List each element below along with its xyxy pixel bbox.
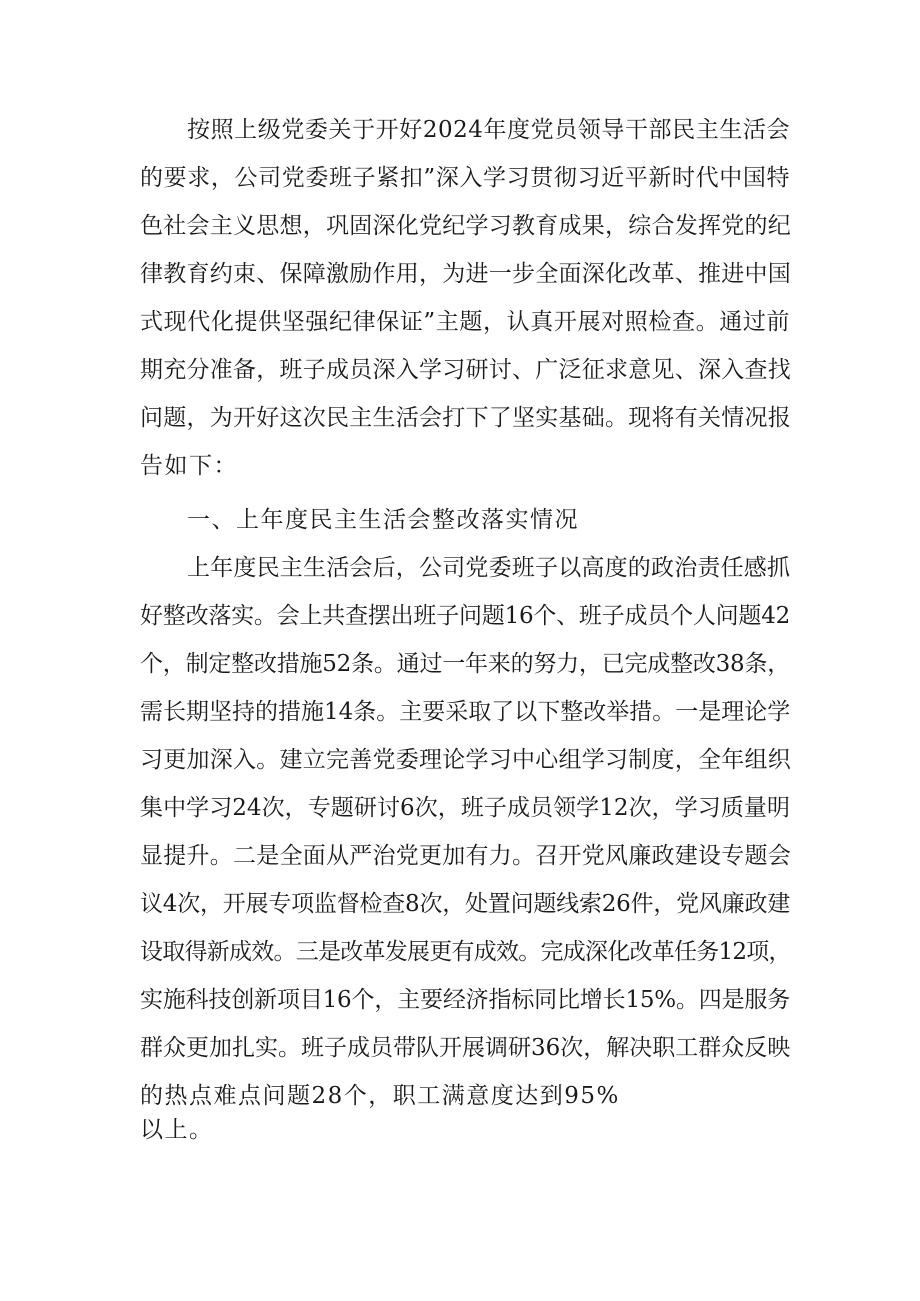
paragraph-2-line-11: 群众更加扎实。班子成员带队开展调研36次，解决职工群众反映 [140, 1035, 791, 1061]
paragraph-2-line-4: 需长期坚持的措施14条。主要采取了以下整改举措。一是理论学 [140, 699, 791, 725]
paragraph-1-line-7: 问题，为开好这次民主生活会打下了坚实基础。现将有关情况报 [140, 405, 791, 431]
paragraph-2-line-12: 的热点难点问题28个，职工满意度达到95% [140, 1083, 620, 1109]
paragraph-1-line-4: 律教育约束、保障激励作用，为进一步全面深化改革、推进中国 [140, 261, 791, 287]
paragraph-2-line-1: 上年度民主生活会后，公司党委班子以高度的政治责任感抓 [187, 555, 790, 581]
paragraph-1-line-3: 色社会主义思想，巩固深化党纪学习教育成果，综合发挥党的纪 [140, 213, 791, 239]
paragraph-1-line-5: 式现代化提供坚强纪律保证”主题，认真开展对照检查。通过前 [140, 309, 790, 335]
paragraph-1-line-1: 按照上级党委关于开好2024年度党员领导干部民主生活会 [187, 117, 790, 143]
paragraph-1-line-6: 期充分准备，班子成员深入学习研讨、广泛征求意见、深入查找 [140, 357, 791, 383]
paragraph-2-line-3: 个，制定整改措施52条。通过一年来的努力，已完成整改38条， [140, 651, 790, 677]
paragraph-2-line-5: 习更加深入。建立完善党委理论学习中心组学习制度，全年组织 [140, 747, 791, 773]
paragraph-2-line-10: 实施科技创新项目16个，主要经济指标同比增长15%。四是服务 [140, 987, 790, 1013]
paragraph-1-line-8: 告如下： [140, 453, 238, 479]
paragraph-2-line-13: 以上。 [140, 1117, 214, 1143]
paragraph-2-line-8: 议4次，开展专项监督检查8次，处置问题线索26件，党风廉政建 [140, 891, 790, 917]
paragraph-1-line-2: 的要求，公司党委班子紧扣”深入学习贯彻习近平新时代中国特 [140, 165, 790, 191]
paragraph-2-line-9: 设取得新成效。三是改革发展更有成效。完成深化改革任务12项， [140, 939, 791, 965]
section-heading: 一、上年度民主生活会整改落实情况 [187, 507, 579, 533]
paragraph-2-line-6: 集中学习24次，专题研讨6次，班子成员领学12次，学习质量明 [140, 795, 790, 821]
paragraph-2-line-7: 显提升。二是全面从严治党更加有力。召开党风廉政建设专题会 [140, 843, 791, 869]
paragraph-2-line-2: 好整改落实。会上共查摆出班子问题16个、班子成员个人问题42 [140, 603, 790, 629]
